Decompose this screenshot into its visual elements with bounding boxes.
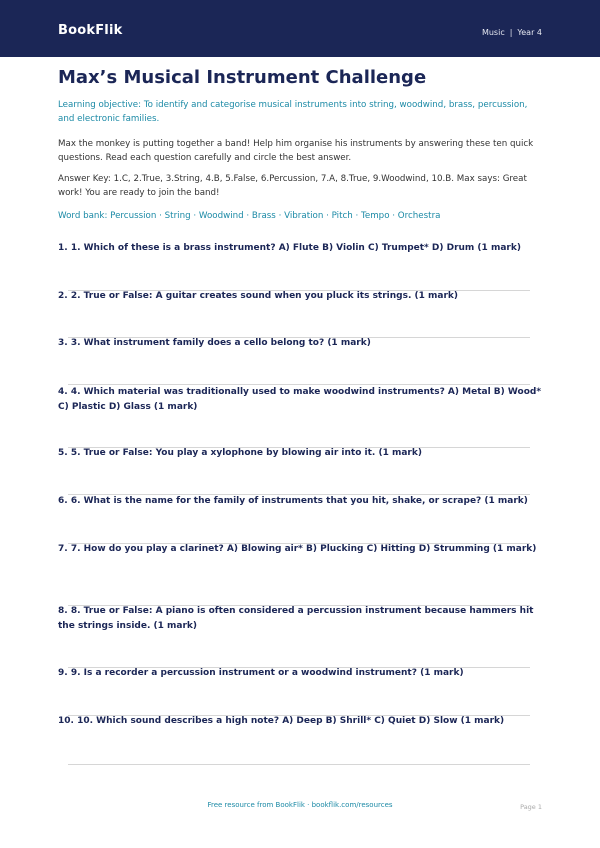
learning-objective: Learning objective: To identify and categorise musical instruments into string, woodwind, brass, percussion, and electronic families. — [58, 100, 528, 124]
word-bank: Word bank: Percussion · String · Woodwind · Brass · Vibration · Pitch · Tempo · Orchestra — [58, 211, 441, 221]
page-title: Max’s Musical Instrument Challenge — [58, 67, 427, 88]
question-3: 3. 3. What instrument family does a cello belong to? (1 mark) — [58, 338, 371, 348]
question-9: 9. 9. Is a recorder a percussion instrument or a woodwind instrument? (1 mark) — [58, 668, 464, 678]
year-label: Year 4 — [517, 28, 542, 37]
answer-line-10 — [68, 764, 530, 765]
question-8: 8. 8. True or False: A piano is often considered a percussion instrument because hammers hit the strings inside. (1 mark) — [58, 606, 534, 631]
question-4: 4. 4. Which material was traditionally used to make woodwind instruments? A) Metal B) Wood* C) Plastic D) Glass (1 mark) — [58, 387, 542, 412]
page-number: Page 1 — [520, 803, 542, 811]
answer-key: Answer Key: 1.C, 2.True, 3.String, 4.B, 5.False, 6.Percussion, 7.A, 8.True, 9.Woodwind, 10.B. Max says: Great work! You are ready to join the band! — [58, 174, 527, 198]
question-5: 5. 5. True or False: You play a xylophone by blowing air into it. (1 mark) — [58, 448, 422, 458]
subject-label: Music — [481, 28, 505, 37]
intro-text: Max the monkey is putting together a band! Help him organise his instruments by answering these ten quick questions. Read each question carefully and circle the best answer. — [58, 139, 534, 163]
separator: | — [509, 28, 513, 37]
brand-logo[interactable]: BookFlik — [58, 23, 123, 38]
subject-year — [482, 28, 542, 37]
header-bar — [0, 0, 600, 57]
question-7: 7. 7. How do you play a clarinet? A) Blowing air* B) Plucking C) Hitting D) Strumming (1 mark) — [58, 544, 537, 554]
question-2: 2. 2. True or False: A guitar creates sound when you pluck its strings. (1 mark) — [58, 291, 459, 301]
question-10: 10. 10. Which sound describes a high note? A) Deep B) Shrill* C) Quiet D) Slow (1 mark) — [58, 716, 505, 726]
question-6: 6. 6. What is the name for the family of instruments that you hit, shake, or scrape? (1 mark) — [58, 496, 528, 506]
question-1: 1. 1. Which of these is a brass instrument? A) Flute B) Violin C) Trumpet* D) Drum (1 mark) — [58, 243, 521, 253]
footer-resource-link[interactable]: Free resource from BookFlik · bookflik.com/resources — [207, 801, 393, 809]
